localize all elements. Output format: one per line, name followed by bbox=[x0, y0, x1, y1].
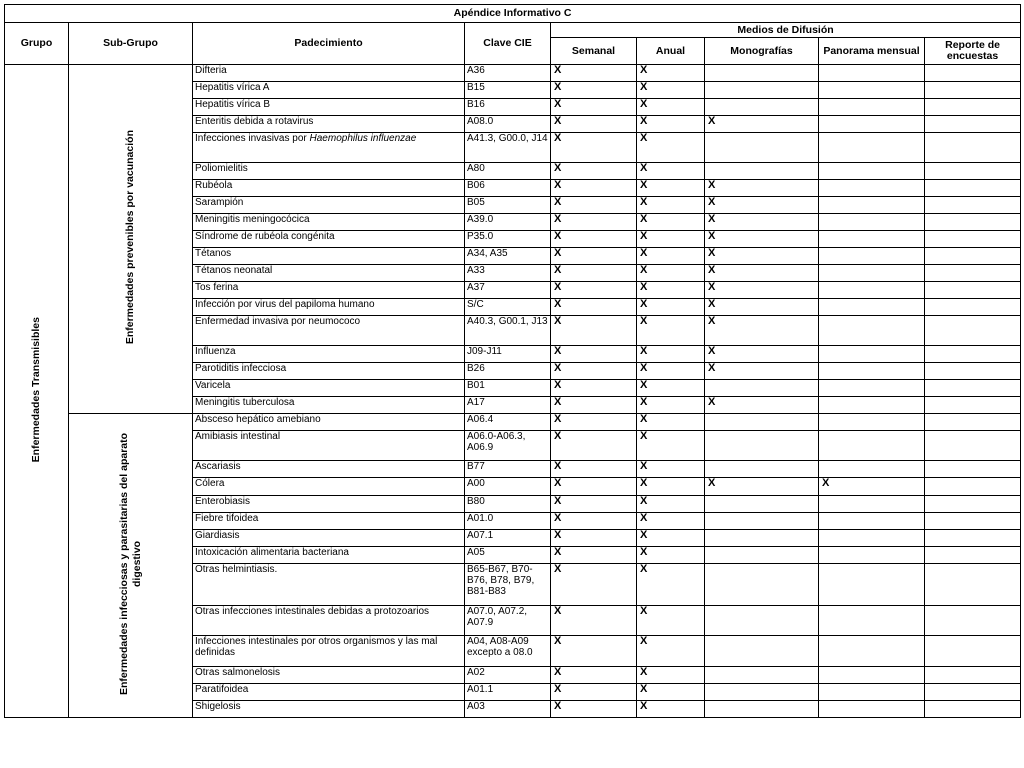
clave-cie-cell: A08.0 bbox=[465, 116, 551, 133]
semanal-mark: X bbox=[551, 180, 637, 197]
panorama-mark bbox=[819, 346, 925, 363]
grupo-cell bbox=[5, 65, 69, 718]
header-anual: Anual bbox=[637, 38, 705, 65]
reporte-mark bbox=[925, 82, 1021, 99]
reporte-mark bbox=[925, 431, 1021, 461]
panorama-mark bbox=[819, 529, 925, 546]
subgrupo-cell bbox=[69, 414, 193, 718]
clave-cie-cell: A07.1 bbox=[465, 529, 551, 546]
semanal-mark: X bbox=[551, 299, 637, 316]
reporte-mark bbox=[925, 414, 1021, 431]
monografias-mark bbox=[705, 563, 819, 605]
monografias-mark bbox=[705, 82, 819, 99]
padecimiento-cell: Ascariasis bbox=[193, 461, 465, 478]
semanal-mark: X bbox=[551, 65, 637, 82]
anual-mark: X bbox=[637, 700, 705, 717]
panorama-mark bbox=[819, 563, 925, 605]
reporte-mark bbox=[925, 197, 1021, 214]
clave-cie-cell: A34, A35 bbox=[465, 248, 551, 265]
reporte-mark bbox=[925, 683, 1021, 700]
semanal-mark: X bbox=[551, 546, 637, 563]
semanal-mark: X bbox=[551, 133, 637, 163]
panorama-mark bbox=[819, 414, 925, 431]
subgrupo-label: Enfermedades prevenibles por vacunación bbox=[124, 130, 136, 345]
anual-mark: X bbox=[637, 683, 705, 700]
padecimiento-cell: Giardiasis bbox=[193, 529, 465, 546]
reporte-mark bbox=[925, 666, 1021, 683]
clave-cie-cell: B16 bbox=[465, 99, 551, 116]
panorama-mark bbox=[819, 82, 925, 99]
reporte-mark bbox=[925, 282, 1021, 299]
monografias-mark: X bbox=[705, 397, 819, 414]
semanal-mark: X bbox=[551, 431, 637, 461]
semanal-mark: X bbox=[551, 316, 637, 346]
semanal-mark: X bbox=[551, 197, 637, 214]
reporte-mark bbox=[925, 265, 1021, 282]
padecimiento-cell: Parotiditis infecciosa bbox=[193, 363, 465, 380]
reporte-mark bbox=[925, 512, 1021, 529]
panorama-mark bbox=[819, 495, 925, 512]
semanal-mark: X bbox=[551, 380, 637, 397]
anual-mark: X bbox=[637, 346, 705, 363]
padecimiento-cell: Shigelosis bbox=[193, 700, 465, 717]
reporte-mark bbox=[925, 363, 1021, 380]
padecimiento-cell: Infecciones invasivas por Haemophilus influenzae bbox=[193, 133, 465, 163]
reporte-mark bbox=[925, 495, 1021, 512]
panorama-mark bbox=[819, 606, 925, 636]
clave-cie-cell: A04, A08-A09 excepto a 08.0 bbox=[465, 636, 551, 666]
monografias-mark bbox=[705, 683, 819, 700]
anual-mark: X bbox=[637, 546, 705, 563]
clave-cie-cell: S/C bbox=[465, 299, 551, 316]
anual-mark: X bbox=[637, 197, 705, 214]
semanal-mark: X bbox=[551, 99, 637, 116]
clave-cie-cell: J09-J11 bbox=[465, 346, 551, 363]
semanal-mark: X bbox=[551, 116, 637, 133]
padecimiento-cell: Poliomielitis bbox=[193, 163, 465, 180]
subgrupo-cell bbox=[69, 65, 193, 414]
anual-mark: X bbox=[637, 316, 705, 346]
reporte-mark bbox=[925, 116, 1021, 133]
monografias-mark bbox=[705, 380, 819, 397]
monografias-mark bbox=[705, 636, 819, 666]
semanal-mark: X bbox=[551, 265, 637, 282]
monografias-mark bbox=[705, 133, 819, 163]
reporte-mark bbox=[925, 65, 1021, 82]
panorama-mark bbox=[819, 282, 925, 299]
clave-cie-cell: A41.3, G00.0, J14 bbox=[465, 133, 551, 163]
anual-mark: X bbox=[637, 563, 705, 605]
monografias-mark: X bbox=[705, 346, 819, 363]
panorama-mark bbox=[819, 248, 925, 265]
header-grupo: Grupo bbox=[5, 23, 69, 65]
semanal-mark: X bbox=[551, 363, 637, 380]
monografias-mark bbox=[705, 495, 819, 512]
padecimiento-cell: Otras helmintiasis. bbox=[193, 563, 465, 605]
panorama-mark bbox=[819, 299, 925, 316]
reporte-mark bbox=[925, 99, 1021, 116]
padecimiento-cell: Enfermedad invasiva por neumococo bbox=[193, 316, 465, 346]
monografias-mark: X bbox=[705, 197, 819, 214]
clave-cie-cell: A01.1 bbox=[465, 683, 551, 700]
semanal-mark: X bbox=[551, 231, 637, 248]
anual-mark: X bbox=[637, 299, 705, 316]
anual-mark: X bbox=[637, 606, 705, 636]
table-row bbox=[5, 65, 1021, 82]
reporte-mark bbox=[925, 546, 1021, 563]
padecimiento-cell: Paratifoidea bbox=[193, 683, 465, 700]
panorama-mark bbox=[819, 461, 925, 478]
anual-mark: X bbox=[637, 512, 705, 529]
semanal-mark: X bbox=[551, 529, 637, 546]
header-subgrupo: Sub-Grupo bbox=[69, 23, 193, 65]
panorama-mark bbox=[819, 546, 925, 563]
padecimiento-cell: Absceso hepático amebiano bbox=[193, 414, 465, 431]
padecimiento-cell: Otras salmonelosis bbox=[193, 666, 465, 683]
anual-mark: X bbox=[637, 214, 705, 231]
monografias-mark: X bbox=[705, 299, 819, 316]
semanal-mark: X bbox=[551, 495, 637, 512]
panorama-mark bbox=[819, 512, 925, 529]
clave-cie-cell: A37 bbox=[465, 282, 551, 299]
semanal-mark: X bbox=[551, 397, 637, 414]
clave-cie-cell: A06.4 bbox=[465, 414, 551, 431]
anual-mark: X bbox=[637, 529, 705, 546]
panorama-mark bbox=[819, 116, 925, 133]
semanal-mark: X bbox=[551, 163, 637, 180]
table-body bbox=[5, 65, 1021, 718]
panorama-mark bbox=[819, 700, 925, 717]
panorama-mark bbox=[819, 683, 925, 700]
padecimiento-cell: Sarampión bbox=[193, 197, 465, 214]
clave-cie-cell: A06.0-A06.3, A06.9 bbox=[465, 431, 551, 461]
header-medios-difusion: Medios de Difusión bbox=[551, 23, 1021, 38]
clave-cie-cell: B77 bbox=[465, 461, 551, 478]
padecimiento-cell: Fiebre tifoidea bbox=[193, 512, 465, 529]
semanal-mark: X bbox=[551, 606, 637, 636]
monografias-mark: X bbox=[705, 180, 819, 197]
panorama-mark bbox=[819, 214, 925, 231]
reporte-mark bbox=[925, 299, 1021, 316]
reporte-mark bbox=[925, 133, 1021, 163]
clave-cie-cell: B80 bbox=[465, 495, 551, 512]
semanal-mark: X bbox=[551, 282, 637, 299]
semanal-mark: X bbox=[551, 478, 637, 495]
table-row bbox=[5, 414, 1021, 431]
anual-mark: X bbox=[637, 636, 705, 666]
reporte-mark bbox=[925, 346, 1021, 363]
semanal-mark: X bbox=[551, 214, 637, 231]
reporte-mark bbox=[925, 478, 1021, 495]
panorama-mark bbox=[819, 397, 925, 414]
monografias-mark bbox=[705, 606, 819, 636]
semanal-mark: X bbox=[551, 414, 637, 431]
monografias-mark: X bbox=[705, 214, 819, 231]
monografias-mark: X bbox=[705, 231, 819, 248]
panorama-mark bbox=[819, 133, 925, 163]
semanal-mark: X bbox=[551, 346, 637, 363]
panorama-mark bbox=[819, 265, 925, 282]
padecimiento-cell: Varicela bbox=[193, 380, 465, 397]
monografias-mark: X bbox=[705, 248, 819, 265]
clave-cie-cell: A00 bbox=[465, 478, 551, 495]
clave-cie-cell: A40.3, G00.1, J13 bbox=[465, 316, 551, 346]
monografias-mark: X bbox=[705, 478, 819, 495]
panorama-mark bbox=[819, 316, 925, 346]
organism-name: Haemophilus influenzae bbox=[309, 133, 417, 144]
clave-cie-cell: A80 bbox=[465, 163, 551, 180]
monografias-mark: X bbox=[705, 363, 819, 380]
reporte-mark bbox=[925, 636, 1021, 666]
header-clave-cie: Clave CIE bbox=[465, 23, 551, 65]
header-semanal: Semanal bbox=[551, 38, 637, 65]
clave-cie-cell: A02 bbox=[465, 666, 551, 683]
panorama-mark bbox=[819, 363, 925, 380]
anual-mark: X bbox=[637, 431, 705, 461]
padecimiento-cell: Síndrome de rubéola congénita bbox=[193, 231, 465, 248]
clave-cie-cell: B26 bbox=[465, 363, 551, 380]
panorama-mark: X bbox=[819, 478, 925, 495]
monografias-mark: X bbox=[705, 316, 819, 346]
reporte-mark bbox=[925, 606, 1021, 636]
reporte-mark bbox=[925, 180, 1021, 197]
anual-mark: X bbox=[637, 461, 705, 478]
anual-mark: X bbox=[637, 666, 705, 683]
header-monografias: Monografías bbox=[705, 38, 819, 65]
semanal-mark: X bbox=[551, 563, 637, 605]
semanal-mark: X bbox=[551, 512, 637, 529]
anual-mark: X bbox=[637, 116, 705, 133]
anual-mark: X bbox=[637, 478, 705, 495]
monografias-mark bbox=[705, 99, 819, 116]
clave-cie-cell: B06 bbox=[465, 180, 551, 197]
anual-mark: X bbox=[637, 414, 705, 431]
monografias-mark bbox=[705, 163, 819, 180]
panorama-mark bbox=[819, 163, 925, 180]
panorama-mark bbox=[819, 197, 925, 214]
padecimiento-cell: Enterobiasis bbox=[193, 495, 465, 512]
padecimiento-cell: Amibiasis intestinal bbox=[193, 431, 465, 461]
semanal-mark: X bbox=[551, 82, 637, 99]
reporte-mark bbox=[925, 214, 1021, 231]
monografias-mark: X bbox=[705, 282, 819, 299]
anual-mark: X bbox=[637, 133, 705, 163]
padecimiento-cell: Influenza bbox=[193, 346, 465, 363]
padecimiento-cell: Meningitis tuberculosa bbox=[193, 397, 465, 414]
semanal-mark: X bbox=[551, 683, 637, 700]
monografias-mark bbox=[705, 431, 819, 461]
clave-cie-cell: A05 bbox=[465, 546, 551, 563]
panorama-mark bbox=[819, 380, 925, 397]
grupo-label: Enfermedades Transmisibles bbox=[30, 316, 42, 463]
padecimiento-cell: Cólera bbox=[193, 478, 465, 495]
clave-cie-cell: B01 bbox=[465, 380, 551, 397]
panorama-mark bbox=[819, 99, 925, 116]
anual-mark: X bbox=[637, 380, 705, 397]
header-padecimiento: Padecimiento bbox=[193, 23, 465, 65]
panorama-mark bbox=[819, 666, 925, 683]
anual-mark: X bbox=[637, 265, 705, 282]
anual-mark: X bbox=[637, 495, 705, 512]
semanal-mark: X bbox=[551, 700, 637, 717]
anual-mark: X bbox=[637, 363, 705, 380]
padecimiento-cell: Enteritis debida a rotavirus bbox=[193, 116, 465, 133]
anual-mark: X bbox=[637, 180, 705, 197]
padecimiento-cell: Intoxicación alimentaria bacteriana bbox=[193, 546, 465, 563]
padecimiento-cell: Meningitis meningocócica bbox=[193, 214, 465, 231]
header-panorama: Panorama mensual bbox=[819, 38, 925, 65]
padecimiento-cell: Tétanos neonatal bbox=[193, 265, 465, 282]
clave-cie-cell: A01.0 bbox=[465, 512, 551, 529]
clave-cie-cell: B15 bbox=[465, 82, 551, 99]
semanal-mark: X bbox=[551, 248, 637, 265]
panorama-mark bbox=[819, 180, 925, 197]
monografias-mark bbox=[705, 512, 819, 529]
padecimiento-cell: Infección por virus del papiloma humano bbox=[193, 299, 465, 316]
header-reporte: Reporte de encuestas bbox=[925, 38, 1021, 65]
monografias-mark bbox=[705, 529, 819, 546]
semanal-mark: X bbox=[551, 461, 637, 478]
anual-mark: X bbox=[637, 65, 705, 82]
monografias-mark bbox=[705, 414, 819, 431]
reporte-mark bbox=[925, 163, 1021, 180]
monografias-mark bbox=[705, 700, 819, 717]
semanal-mark: X bbox=[551, 636, 637, 666]
clave-cie-cell: B65-B67, B70-B76, B78, B79, B81-B83 bbox=[465, 563, 551, 605]
padecimiento-cell: Hepatitis vírica B bbox=[193, 99, 465, 116]
panorama-mark bbox=[819, 431, 925, 461]
anual-mark: X bbox=[637, 163, 705, 180]
panorama-mark bbox=[819, 231, 925, 248]
appendix-table bbox=[4, 4, 1021, 718]
monografias-mark bbox=[705, 461, 819, 478]
anual-mark: X bbox=[637, 99, 705, 116]
reporte-mark bbox=[925, 248, 1021, 265]
clave-cie-cell: A03 bbox=[465, 700, 551, 717]
padecimiento-cell: Difteria bbox=[193, 65, 465, 82]
monografias-mark bbox=[705, 65, 819, 82]
anual-mark: X bbox=[637, 397, 705, 414]
padecimiento-cell: Rubéola bbox=[193, 180, 465, 197]
reporte-mark bbox=[925, 397, 1021, 414]
clave-cie-cell: A33 bbox=[465, 265, 551, 282]
anual-mark: X bbox=[637, 231, 705, 248]
monografias-mark bbox=[705, 546, 819, 563]
reporte-mark bbox=[925, 529, 1021, 546]
clave-cie-cell: A07.0, A07.2, A07.9 bbox=[465, 606, 551, 636]
semanal-mark: X bbox=[551, 666, 637, 683]
padecimiento-cell: Otras infecciones intestinales debidas a protozoarios bbox=[193, 606, 465, 636]
clave-cie-cell: P35.0 bbox=[465, 231, 551, 248]
reporte-mark bbox=[925, 461, 1021, 478]
appendix-title: Apéndice Informativo C bbox=[5, 5, 1021, 23]
clave-cie-cell: A36 bbox=[465, 65, 551, 82]
reporte-mark bbox=[925, 563, 1021, 605]
anual-mark: X bbox=[637, 248, 705, 265]
reporte-mark bbox=[925, 316, 1021, 346]
anual-mark: X bbox=[637, 282, 705, 299]
padecimiento-cell: Infecciones intestinales por otros organismos y las mal definidas bbox=[193, 636, 465, 666]
subgrupo-label: Enfermedades infecciosas y parasitarias del aparato digestivo bbox=[117, 432, 143, 696]
padecimiento-cell: Hepatitis vírica A bbox=[193, 82, 465, 99]
monografias-mark: X bbox=[705, 116, 819, 133]
reporte-mark bbox=[925, 231, 1021, 248]
clave-cie-cell: A17 bbox=[465, 397, 551, 414]
clave-cie-cell: B05 bbox=[465, 197, 551, 214]
clave-cie-cell: A39.0 bbox=[465, 214, 551, 231]
reporte-mark bbox=[925, 700, 1021, 717]
panorama-mark bbox=[819, 636, 925, 666]
padecimiento-cell: Tos ferina bbox=[193, 282, 465, 299]
anual-mark: X bbox=[637, 82, 705, 99]
panorama-mark bbox=[819, 65, 925, 82]
monografias-mark bbox=[705, 666, 819, 683]
monografias-mark: X bbox=[705, 265, 819, 282]
reporte-mark bbox=[925, 380, 1021, 397]
padecimiento-cell: Tétanos bbox=[193, 248, 465, 265]
